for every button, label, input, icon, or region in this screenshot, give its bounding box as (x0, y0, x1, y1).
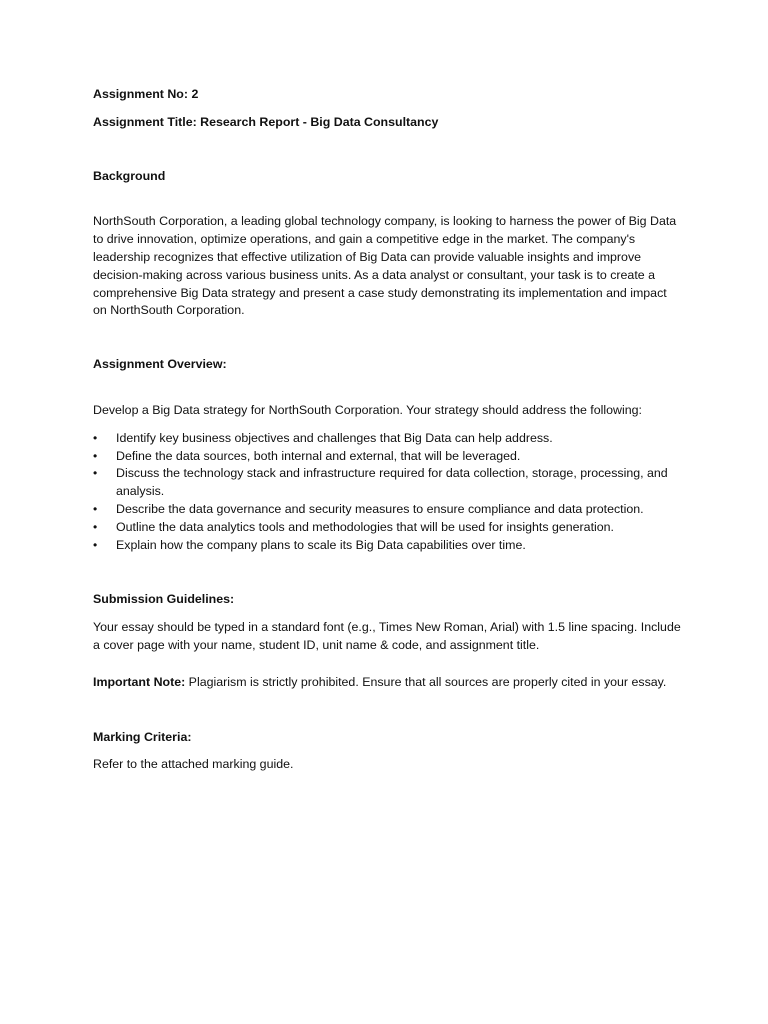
list-item-text: Define the data sources, both internal and external, that will be leveraged. (116, 448, 521, 463)
bullet-icon: • (93, 537, 98, 552)
overview-heading: Assignment Overview: (93, 357, 227, 372)
overview-bullet-list (93, 430, 683, 555)
document-page (93, 86, 683, 774)
list-item-text: Explain how the company plans to scale its Big Data capabilities over time. (116, 537, 526, 552)
bullet-icon: • (93, 466, 98, 481)
list-item-text: Identify key business objectives and challenges that Big Data can help address. (116, 430, 553, 445)
overview-intro: Develop a Big Data strategy for NorthSouth Corporation. Your strategy should address the following: (93, 402, 642, 417)
marking-text: Refer to the attached marking guide. (93, 757, 294, 772)
important-note-label: Important Note: (93, 674, 186, 689)
assignment-number: Assignment No: 2 (93, 87, 199, 101)
list-item-text: Describe the data governance and security measures to ensure compliance and data protection. (116, 501, 644, 516)
list-item (93, 519, 683, 537)
list-item (93, 501, 683, 519)
important-note-text: Plagiarism is strictly prohibited. Ensure that all sources are properly cited in your essay. (185, 674, 667, 689)
marking-heading: Marking Criteria: (93, 729, 192, 744)
bullet-icon: • (93, 430, 98, 445)
background-paragraph: NorthSouth Corporation, a leading global technology company, is looking to harness the power of Big Data to drive innovation, optimize operations, and gain a competitive edge in the market. The company's leadership recognizes that effective utilization of Big Data can provide valuable insights and improve decision-making across various business units. As a data analyst or consultant, your task is to create a comprehensive Big Data strategy and present a case study demonstrating its implementation and impact on NorthSouth Corporation. (93, 214, 677, 318)
bullet-icon: • (93, 519, 98, 534)
list-item (93, 537, 683, 555)
submission-paragraph: Your essay should be typed in a standard font (e.g., Times New Roman, Arial) with 1.5 line spacing. Include a cover page with your name, student ID, unit name & code, and assignment title. (93, 620, 681, 652)
list-item (93, 430, 683, 448)
submission-heading: Submission Guidelines: (93, 592, 235, 607)
background-heading: Background (93, 168, 166, 183)
list-item-text: Discuss the technology stack and infrastructure required for data collection, storage, processing, and analysis. (116, 466, 668, 499)
bullet-icon: • (93, 448, 98, 463)
list-item (93, 465, 683, 501)
important-note (93, 674, 683, 692)
bullet-icon: • (93, 501, 98, 516)
assignment-title: Assignment Title: Research Report - Big Data Consultancy (93, 114, 439, 129)
list-item-text: Outline the data analytics tools and methodologies that will be used for insights generation. (116, 519, 614, 534)
list-item (93, 448, 683, 466)
